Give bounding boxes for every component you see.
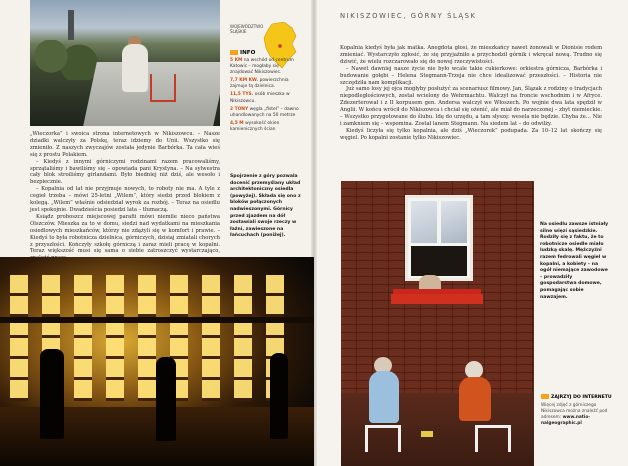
figure-silhouette xyxy=(40,349,64,439)
bathhouse-photo xyxy=(0,257,314,466)
left-body-text xyxy=(30,131,220,262)
info-text: osób mieszka w Nikiszowcu. xyxy=(230,92,290,104)
internet-heading-label: ZAJRZYJ DO INTERNETU xyxy=(551,395,612,400)
courtyard-photo xyxy=(341,181,534,466)
info-item xyxy=(230,121,302,133)
info-heading-label: INFO xyxy=(240,50,256,56)
window-pane xyxy=(441,201,467,243)
person-on-roof xyxy=(122,44,148,92)
internet-text-body: Więcej zdjęć z górniczego Nikiszowca można znaleźć pod adresem: xyxy=(541,403,608,420)
info-text: węgla „fistel” – dawno uhandlowanych na 50 metrze xyxy=(230,106,299,118)
red-window-ledge xyxy=(391,294,483,304)
paragraph: Już samo losy jej ojca mogłyby posłużyć za scenariusz filmowy. Jan, Ślązak z rodziny o tradycjach niepodległościowych, został wcielony do Wehrmachtu. Walczył na froncie wschodnim i w Afryce. Zdezerterował i z II korpusem gen. Andersa walczył we Włoszech. Po wojnie dwa lata spędził w Anglii. W końcu wrócił do Nikiszowca i chciał się ożenić, ale miał do narzeczonej – zbyt niemieckie. – Wszystko przygotowane do ślubu. Idę do urzędu, a tam słyszę: wesela nie będzie. Chyba że… Nie i zamkniem się – wspomina. Został lanem Stegmann. Na siedem lat – do odwilży. xyxy=(340,86,602,127)
paragraph: Kopalnia kiedyś była jak matka. Anegdota głosi, że mieszkańcy nawet żonowali w Dionisie rodem zmieniać. Wystarczyło zgłosić, że się przyjaźniło a przychodził górnik i wkręcał nową. Trudno się dziwić, że wielu rozczarowało się do nowej rzeczywistości. xyxy=(340,45,602,65)
accent-bar xyxy=(230,50,238,55)
card-on-ground xyxy=(421,431,433,437)
info-box xyxy=(230,58,302,135)
internet-url-link[interactable]: www.nationalgeographic.pl xyxy=(541,415,591,426)
right-caption: Na osiedlu zawsze istniały silne więzi sąsiedzkie. Rodziły się z faktu, że to robotnicze osiedle miało ludzką skalę. Mężczyźni razem fedrowali węgiel w kopalni, a kobiety – na ogół niemające zawodowe – prowadziły gospodarstwa domowe, pomagając sobie nawzajem. xyxy=(540,222,609,300)
info-value: 4,5 M xyxy=(230,120,244,126)
info-item xyxy=(230,78,302,90)
info-text: na wschód od centrum Katowic – mogłaby się znajdować Nikiszowiec. xyxy=(230,58,294,76)
internet-heading xyxy=(541,394,612,400)
window-strip xyxy=(234,275,252,401)
ceiling-beam xyxy=(0,317,314,323)
info-text: wysokość okien kamienicznych ścian xyxy=(230,120,280,132)
window-strip xyxy=(106,275,124,401)
woman-blue-dress xyxy=(369,371,399,423)
church-tower xyxy=(68,10,74,40)
trees xyxy=(30,40,100,80)
info-item xyxy=(230,107,302,119)
running-head-label: NIKISZOWIEC, GÓRNY ŚLĄSK xyxy=(340,12,477,20)
paragraph: – Kiedyś z innymi górniczymi rodzinami razem pracowaliśmy, sprzątaliśmy i bawiliśmy się – opowiada pani Krystyna. – Na sylwestra cały blok stroiliśmy girlandami. Było biedniej niż dziś, ale wesoło i bezpiecznie. xyxy=(30,158,220,186)
figure-silhouette xyxy=(270,353,288,439)
window-strip xyxy=(74,275,92,401)
window-strip xyxy=(202,275,220,401)
info-value: 2 TONY xyxy=(230,106,249,112)
paragraph: Kiedyś liczyła się tylko kopalnia, ale dziś „Wieczorek” podupada. Za 10–12 lat skończy się węgiel. Po kopalni zostanie tylko Nikiszowiec. xyxy=(340,127,602,141)
window-strip xyxy=(10,275,28,401)
rooftop-photo xyxy=(30,0,220,126)
paragraph: – Nawet dawniej nasze życie nie było wcale takie cukierkowe: orkiestra górnicza, Barbórka i budowanie gołębi – Helena Stegmann-Trzeja nie chce idealizować przeszłości. – Historia nie szczędziła nam komplikacji. xyxy=(340,65,602,86)
white-stool xyxy=(475,425,511,452)
left-caption: Spojrzenie z góry pozwala docenić przemyślany układ architektoniczny osiedla (powyżej). Składa się ono z bloków połączonych nadwieszonymi. Górnicy przed zjazdem na dół zostawiali swoje rzeczy w łaźni, zawieszone na łańcuchach (poniżej). xyxy=(230,174,301,239)
info-value: 11,5 TYS. xyxy=(230,92,254,98)
internet-text xyxy=(541,403,611,427)
info-item xyxy=(230,92,302,104)
accent-bar xyxy=(541,394,549,399)
map-label: WOJEWÓDZTWO ŚLĄSKIE xyxy=(230,24,264,34)
white-window xyxy=(405,195,473,281)
info-text: powierzchnia zajmuje tą dzielnica. xyxy=(230,78,289,90)
red-chair xyxy=(150,74,176,102)
paragraph: – Kopalnia od lat nie przyjmuje nowych, to roboty nie ma. A tyle z cegieł trzeba – mówi 25-letni „Wilem”, który siedzi przed blokiem z kolegą. „Wilem” właśnie odsiedział wyrok za rozbój. – Teraz na osiedlu jest spokojnie. Dwadzieścia posiedzi lata – tłumaczą. xyxy=(30,186,220,213)
running-head xyxy=(340,12,477,20)
window-interior xyxy=(411,246,467,276)
window-pane xyxy=(411,201,437,243)
right-body-text xyxy=(340,45,602,142)
info-value: 7,7 KM KW. xyxy=(230,78,259,84)
white-stool xyxy=(365,425,401,452)
paragraph: Ksiądz proboszcz miejscowej parafii mówi niemile nieco państwa Olszczów. Mieszka za to w domu, siedzi nad wydatkami na mieszkania osiedlowych mieszkańców, którzy nie zdążyli się w komfort i prawie. – Kiedyś to była robotnicza dzielnica, górniczych, dzisiaj zmiatali chorych z przyszłości. Kończyły szkołę górniczą i zaraz mieli pracę w kopalni. Teraz większość musi się sama o siebie zatroszczyć wystarczająco, xyxy=(30,213,220,255)
figure-silhouette xyxy=(156,357,176,441)
info-item xyxy=(230,58,302,76)
info-value: 5 KM xyxy=(230,58,243,63)
paragraph: „Wieczorka” i swoica strona internetowych w Nikiszowcu. – Nasze dziadki walczyły za Polskę, teraz idziemy do Unii. Wszystko się zmieniło. Z naszych zwyczajów została jedynie Barbórka. Ta cała wieś się z prostu Polakiem. xyxy=(30,131,220,158)
woman-orange-shirt xyxy=(459,377,491,421)
info-heading xyxy=(230,50,255,56)
window-strip xyxy=(138,275,156,401)
